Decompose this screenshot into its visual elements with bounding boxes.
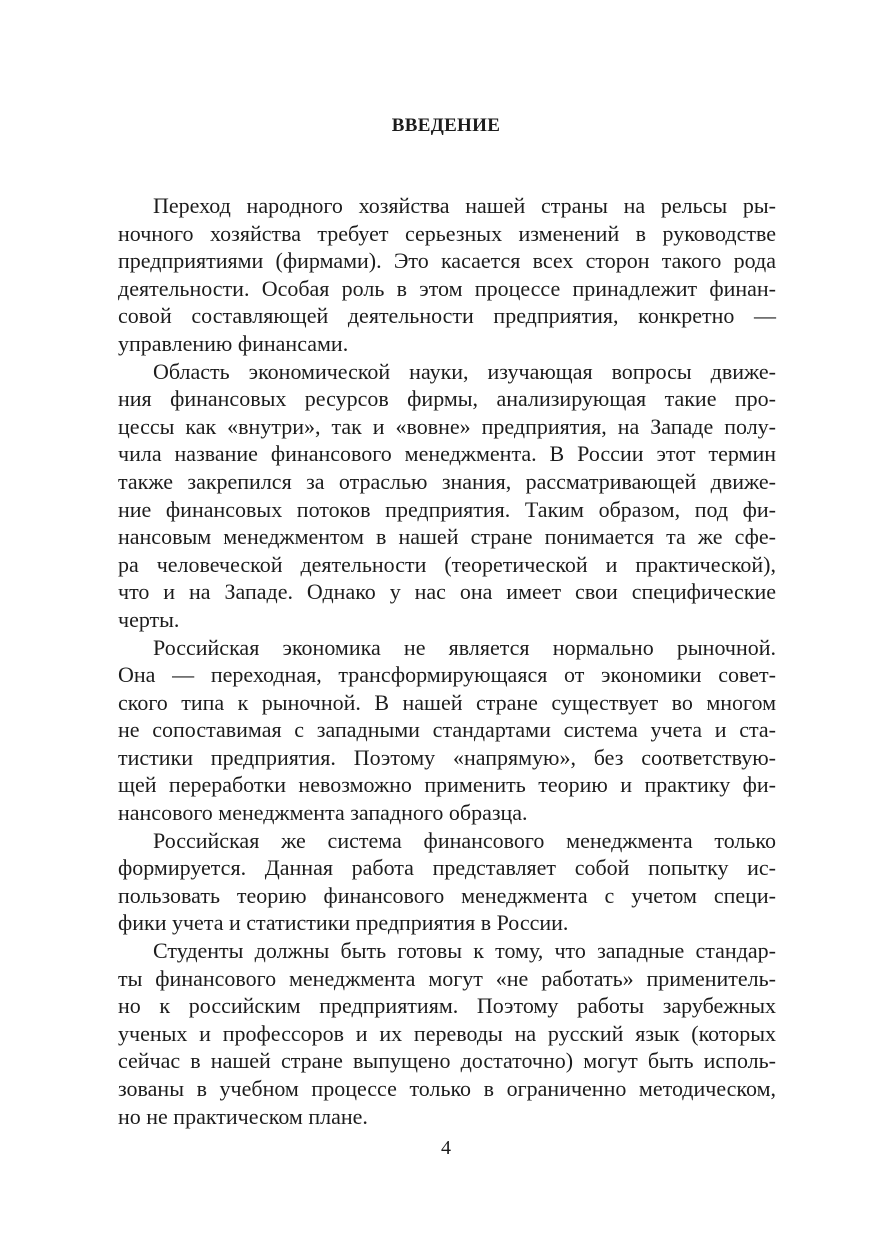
- text-line: ра человеческой деятельности (теоретической и практической),: [118, 551, 776, 577]
- text-line: Студенты должны быть готовы к тому, что западные стандар-: [153, 938, 776, 964]
- text-line: деятельности. Особая роль в этом процессе принадлежит финан-: [118, 275, 776, 301]
- page-number: 4: [441, 1137, 451, 1159]
- paragraph: [118, 358, 776, 634]
- text-line: чила название финансового менеджмента. В России этот термин: [118, 441, 776, 467]
- text-line: предприятиями (фирмами). Это касается всех сторон такого рода: [118, 248, 776, 274]
- text-line: Российская экономика не является нормально рыночной.: [153, 634, 776, 660]
- text-line: ния финансовых ресурсов фирмы, анализирующая такие про-: [118, 386, 776, 412]
- text-line: щей переработки невозможно применить теорию и практику фи-: [118, 772, 776, 798]
- text-line: не сопоставимая с западными стандартами система учета и ста-: [118, 717, 776, 743]
- text-line: пользовать теорию финансового менеджмента с учетом специ-: [118, 882, 776, 908]
- paragraph: [118, 192, 776, 358]
- text-line: формируется. Данная работа представляет собой попытку ис-: [118, 855, 776, 881]
- text-line: Она — переходная, трансформирующаяся от экономики совет-: [118, 662, 776, 688]
- text-line: управлению финансами.: [118, 330, 349, 356]
- text-line: ты финансового менеджмента могут «не работать» применитель-: [118, 965, 776, 991]
- text-line: нансового менеджмента западного образца.: [118, 800, 528, 826]
- paragraph: [118, 634, 776, 827]
- text-line: тистики предприятия. Поэтому «напрямую», без соответствую-: [118, 744, 776, 770]
- text-line: Российская же система финансового менеджмента только: [153, 827, 776, 853]
- text-line: но к российским предприятиям. Поэтому работы зарубежных: [118, 993, 776, 1019]
- page-title: ВВЕДЕНИЕ: [391, 115, 501, 136]
- text-line: что и на Западе. Однако у нас она имеет свои специфические: [118, 579, 776, 605]
- paragraph: [118, 827, 776, 937]
- text-line: ночного хозяйства требует серьезных изменений в руководстве: [118, 220, 776, 246]
- text-line: нансовым менеджментом в нашей стране понимается та же сфе-: [118, 524, 776, 550]
- body-text: [118, 192, 776, 1130]
- text-line: также закрепился за отраслью знания, рассматривающей движе-: [118, 468, 776, 494]
- paragraph: [118, 937, 776, 1130]
- text-line: черты.: [118, 606, 180, 632]
- text-line: но не практическом плане.: [118, 1103, 368, 1129]
- text-line: зованы в учебном процессе только в ограниченно методическом,: [118, 1076, 776, 1101]
- text-line: фики учета и статистики предприятия в России.: [118, 910, 569, 936]
- text-line: сейчас в нашей стране выпущено достаточно) могут быть исполь-: [118, 1048, 776, 1074]
- text-line: ученых и профессоров и их переводы на русский язык (которых: [118, 1020, 776, 1046]
- text-line: Переход народного хозяйства нашей страны на рельсы ры-: [153, 193, 776, 218]
- text-line: ние финансовых потоков предприятия. Таким образом, под фи-: [118, 496, 776, 522]
- text-line: совой составляющей деятельности предприятия, конкретно —: [118, 303, 776, 329]
- text-line: ского типа к рыночной. В нашей стране существует во многом: [118, 689, 776, 715]
- text-line: цессы как «внутри», так и «вовне» предприятия, на Западе полу-: [118, 413, 776, 439]
- text-line: Область экономической науки, изучающая вопросы движе-: [153, 358, 776, 384]
